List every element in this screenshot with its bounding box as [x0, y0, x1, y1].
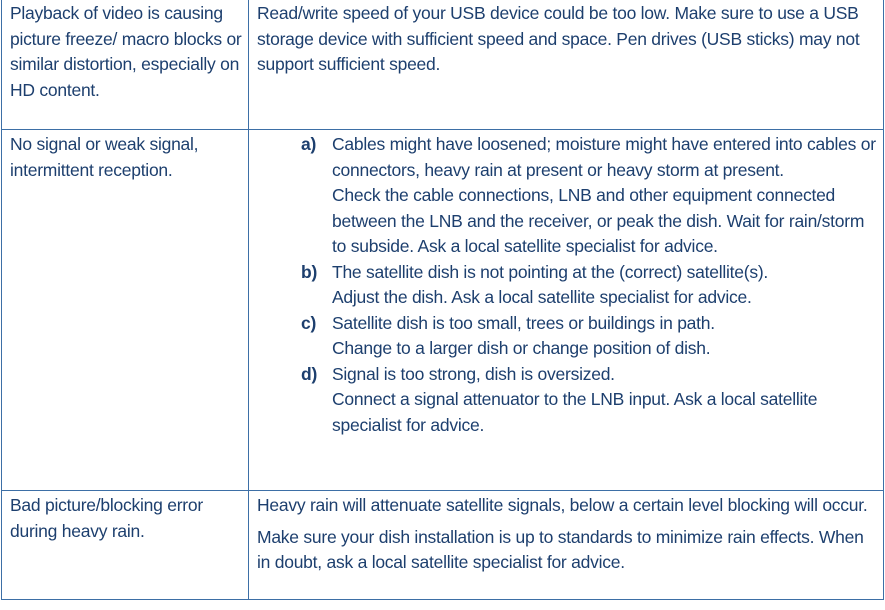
- list-marker: d): [301, 363, 318, 384]
- list-item: [257, 362, 877, 439]
- cause-text: Cables might have loosened; moisture might have entered into cables or connectors, heavy rain at present or heavy storm at present.: [332, 134, 876, 180]
- cause-text: Signal is too strong, dish is oversized.: [332, 363, 615, 384]
- solution-cell: [249, 491, 884, 600]
- list-item: [257, 311, 877, 362]
- solution-paragraph: Heavy rain will attenuate satellite signals, below a certain level blocking will occur.: [257, 495, 868, 515]
- troubleshooting-table: [1, 0, 884, 600]
- problem-cell: Bad picture/blocking error during heavy rain.: [2, 491, 249, 600]
- list-item: [257, 260, 877, 311]
- problem-cell: Playback of video is causing picture freeze/ macro blocks or similar distortion, especially on HD content.: [2, 0, 249, 130]
- cause-list: [257, 132, 877, 438]
- table-row: [2, 0, 884, 130]
- list-item: [257, 132, 877, 260]
- cause-text: The satellite dish is not pointing at the (correct) satellite(s).: [332, 261, 769, 282]
- problem-cell: No signal or weak signal, intermittent reception.: [2, 130, 249, 491]
- solution-cell: Read/write speed of your USB device could be too low. Make sure to use a USB storage device with sufficient speed and space. Pen drives (USB sticks) may not support sufficient speed.: [249, 0, 884, 130]
- list-marker: a): [301, 134, 317, 154]
- remedy-text: Check the cable connections, LNB and other equipment connected between the LNB and the receiver, or peak the dish. Wait for rain/storm to subside. Ask a local satellite specialist for advice.: [332, 185, 865, 256]
- list-marker: b): [301, 261, 318, 282]
- remedy-text: Connect a signal attenuator to the LNB input. Ask a local satellite specialist for advice.: [332, 389, 818, 435]
- solution-cell: [249, 130, 884, 491]
- remedy-text: Adjust the dish. Ask a local satellite specialist for advice.: [332, 287, 752, 307]
- remedy-text: Change to a larger dish or change position of dish.: [332, 338, 711, 358]
- table-row: [2, 130, 884, 491]
- list-marker: c): [301, 312, 317, 333]
- table-row: [2, 491, 884, 600]
- solution-paragraph: Make sure your dish installation is up to standards to minimize rain effects. When in doubt, ask a local satellite specialist for advice.: [257, 526, 864, 572]
- cause-text: Satellite dish is too small, trees or buildings in path.: [332, 312, 715, 333]
